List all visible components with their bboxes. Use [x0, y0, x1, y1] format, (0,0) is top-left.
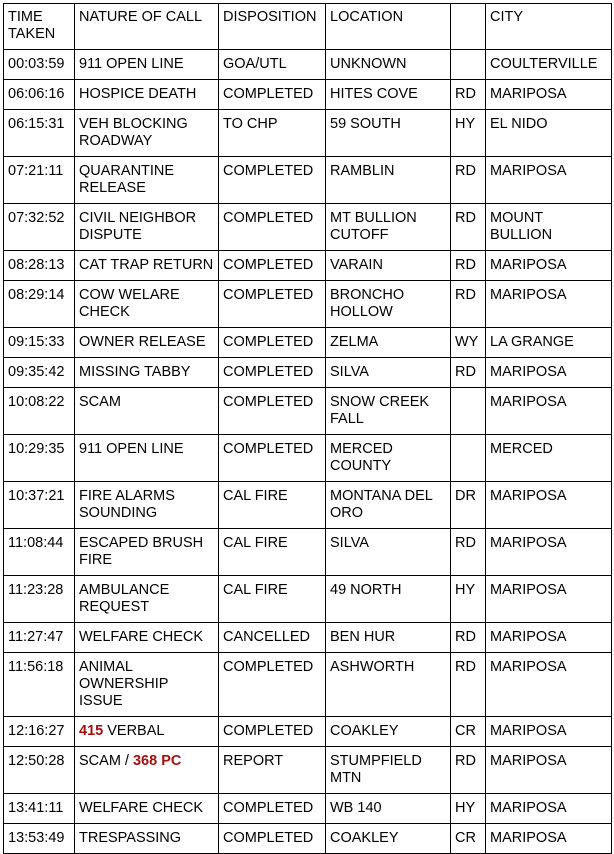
cell-time: 12:50:28	[4, 747, 75, 794]
cell-suffix: RD	[451, 281, 486, 328]
cell-disposition: COMPLETED	[219, 794, 326, 824]
header-row	[4, 4, 612, 50]
header-city: CITY	[486, 4, 612, 50]
cell-nature	[75, 110, 219, 157]
nature-text: ANIMAL OWNERSHIP ISSUE	[79, 659, 169, 709]
nature-text: MISSING TABBY	[79, 364, 191, 380]
nature-text: AMBULANCE REQUEST	[79, 582, 170, 615]
table-row	[4, 576, 612, 623]
cell-city: MARIPOSA	[486, 281, 612, 328]
nature-text: TRESPASSING	[79, 830, 182, 846]
cell-city: MARIPOSA	[486, 653, 612, 717]
cell-time: 13:41:11	[4, 794, 75, 824]
cell-disposition: CANCELLED	[219, 623, 326, 653]
nature-text: WELFARE CHECK	[79, 629, 204, 645]
nature-text: VEH BLOCKING ROADWAY	[79, 116, 188, 149]
cell-location: BEN HUR	[326, 623, 451, 653]
cell-nature	[75, 435, 219, 482]
header-time: TIME TAKEN	[4, 4, 75, 50]
nature-text: SCAM /	[79, 753, 133, 769]
cell-time: 11:08:44	[4, 529, 75, 576]
cell-time: 10:37:21	[4, 482, 75, 529]
call-log-body	[4, 50, 612, 854]
cell-nature	[75, 388, 219, 435]
nature-text: COW WELARE CHECK	[79, 287, 180, 320]
cell-location: BRONCHO HOLLOW	[326, 281, 451, 328]
nature-text: HOSPICE DEATH	[79, 86, 197, 102]
cell-nature	[75, 281, 219, 328]
table-row	[4, 482, 612, 529]
table-row	[4, 529, 612, 576]
table-row	[4, 110, 612, 157]
table-row	[4, 328, 612, 358]
cell-location: SILVA	[326, 358, 451, 388]
table-row	[4, 794, 612, 824]
cell-city: LA GRANGE	[486, 328, 612, 358]
cell-suffix: RD	[451, 157, 486, 204]
cell-time: 06:06:16	[4, 80, 75, 110]
cell-disposition: COMPLETED	[219, 653, 326, 717]
cell-location: ZELMA	[326, 328, 451, 358]
table-row	[4, 435, 612, 482]
cell-nature	[75, 204, 219, 251]
cell-city: MARIPOSA	[486, 80, 612, 110]
cell-location: MERCED COUNTY	[326, 435, 451, 482]
cell-nature	[75, 482, 219, 529]
cell-suffix	[451, 50, 486, 80]
cell-suffix: CR	[451, 824, 486, 854]
cell-city: MARIPOSA	[486, 358, 612, 388]
cell-city: MARIPOSA	[486, 717, 612, 747]
cell-location: MT BULLION CUTOFF	[326, 204, 451, 251]
cell-city: MARIPOSA	[486, 388, 612, 435]
cell-suffix: DR	[451, 482, 486, 529]
cell-city: EL NIDO	[486, 110, 612, 157]
cell-time: 08:28:13	[4, 251, 75, 281]
nature-text: FIRE ALARMS SOUNDING	[79, 488, 175, 521]
cell-city: MARIPOSA	[486, 251, 612, 281]
cell-city: COULTERVILLE	[486, 50, 612, 80]
penal-code: 368 PC	[132, 753, 182, 769]
nature-text: CIVIL NEIGHBOR DISPUTE	[79, 210, 197, 243]
cell-suffix: RD	[451, 653, 486, 717]
cell-suffix: RD	[451, 204, 486, 251]
cell-suffix: WY	[451, 328, 486, 358]
cell-suffix: RD	[451, 747, 486, 794]
cell-disposition: GOA/UTL	[219, 50, 326, 80]
table-row	[4, 747, 612, 794]
nature-text: WELFARE CHECK	[79, 800, 204, 816]
cell-suffix: RD	[451, 251, 486, 281]
cell-nature	[75, 80, 219, 110]
cell-city: MARIPOSA	[486, 576, 612, 623]
cell-disposition: COMPLETED	[219, 435, 326, 482]
table-row	[4, 824, 612, 854]
cell-nature	[75, 824, 219, 854]
nature-text: QUARANTINE RELEASE	[79, 163, 175, 196]
cell-disposition: COMPLETED	[219, 80, 326, 110]
cell-disposition: COMPLETED	[219, 281, 326, 328]
cell-suffix: HY	[451, 576, 486, 623]
cell-time: 10:29:35	[4, 435, 75, 482]
cell-city: MERCED	[486, 435, 612, 482]
cell-time: 07:32:52	[4, 204, 75, 251]
cell-suffix: RD	[451, 80, 486, 110]
header-disposition: DISPOSITION	[219, 4, 326, 50]
cell-nature	[75, 623, 219, 653]
cell-city: MARIPOSA	[486, 747, 612, 794]
cell-nature	[75, 794, 219, 824]
cell-time: 09:35:42	[4, 358, 75, 388]
cell-time: 13:53:49	[4, 824, 75, 854]
cell-time: 07:21:11	[4, 157, 75, 204]
table-row	[4, 204, 612, 251]
cell-location: COAKLEY	[326, 717, 451, 747]
header-nature: NATURE OF CALL	[75, 4, 219, 50]
cell-location: 59 SOUTH	[326, 110, 451, 157]
cell-suffix	[451, 435, 486, 482]
table-row	[4, 358, 612, 388]
cell-nature	[75, 747, 219, 794]
table-row	[4, 50, 612, 80]
penal-code: 415	[79, 723, 104, 739]
cell-nature	[75, 653, 219, 717]
cell-disposition: COMPLETED	[219, 824, 326, 854]
nature-text: 911 OPEN LINE	[79, 56, 184, 72]
cell-city: MARIPOSA	[486, 623, 612, 653]
cell-location: SNOW CREEK FALL	[326, 388, 451, 435]
cell-location: COAKLEY	[326, 824, 451, 854]
cell-city: MARIPOSA	[486, 482, 612, 529]
header-location: LOCATION	[326, 4, 451, 50]
table-row	[4, 251, 612, 281]
cell-disposition: CAL FIRE	[219, 529, 326, 576]
cell-location: HITES COVE	[326, 80, 451, 110]
cell-disposition: COMPLETED	[219, 328, 326, 358]
cell-time: 10:08:22	[4, 388, 75, 435]
nature-text: ESCAPED BRUSH FIRE	[79, 535, 204, 568]
cell-location: MONTANA DEL ORO	[326, 482, 451, 529]
cell-city: MARIPOSA	[486, 529, 612, 576]
cell-city: MARIPOSA	[486, 824, 612, 854]
cell-city: MARIPOSA	[486, 157, 612, 204]
cell-suffix: RD	[451, 358, 486, 388]
cell-nature	[75, 576, 219, 623]
cell-location: SILVA	[326, 529, 451, 576]
nature-text: 911 OPEN LINE	[79, 441, 184, 457]
nature-text: SCAM	[79, 394, 121, 410]
table-row	[4, 157, 612, 204]
table-row	[4, 653, 612, 717]
cell-city: MOUNT BULLION	[486, 204, 612, 251]
cell-nature	[75, 529, 219, 576]
cell-time: 00:03:59	[4, 50, 75, 80]
cell-disposition: CAL FIRE	[219, 482, 326, 529]
cell-nature	[75, 717, 219, 747]
nature-text: CAT TRAP RETURN	[79, 257, 214, 273]
cell-suffix: RD	[451, 623, 486, 653]
table-row	[4, 281, 612, 328]
cell-disposition: COMPLETED	[219, 358, 326, 388]
cell-time: 11:27:47	[4, 623, 75, 653]
cell-disposition: COMPLETED	[219, 157, 326, 204]
nature-text: VERBAL	[107, 723, 165, 739]
table-row	[4, 80, 612, 110]
cell-disposition: COMPLETED	[219, 388, 326, 435]
cell-time: 11:23:28	[4, 576, 75, 623]
cell-time: 09:15:33	[4, 328, 75, 358]
cell-nature	[75, 157, 219, 204]
cell-suffix: HY	[451, 794, 486, 824]
table-row	[4, 388, 612, 435]
cell-disposition: COMPLETED	[219, 204, 326, 251]
nature-text: OWNER RELEASE	[79, 334, 206, 350]
cell-nature	[75, 358, 219, 388]
cell-suffix	[451, 388, 486, 435]
cell-time: 06:15:31	[4, 110, 75, 157]
cell-location: STUMPFIELD MTN	[326, 747, 451, 794]
cell-nature	[75, 251, 219, 281]
cell-nature	[75, 328, 219, 358]
call-log-table	[3, 3, 612, 854]
cell-time: 12:16:27	[4, 717, 75, 747]
cell-disposition: COMPLETED	[219, 717, 326, 747]
cell-location: UNKNOWN	[326, 50, 451, 80]
cell-location: WB 140	[326, 794, 451, 824]
cell-nature	[75, 50, 219, 80]
cell-location: RAMBLIN	[326, 157, 451, 204]
cell-time: 11:56:18	[4, 653, 75, 717]
cell-disposition: COMPLETED	[219, 251, 326, 281]
cell-disposition: CAL FIRE	[219, 576, 326, 623]
cell-location: ASHWORTH	[326, 653, 451, 717]
cell-disposition: REPORT	[219, 747, 326, 794]
cell-suffix: RD	[451, 529, 486, 576]
cell-disposition: TO CHP	[219, 110, 326, 157]
cell-location: 49 NORTH	[326, 576, 451, 623]
cell-time: 08:29:14	[4, 281, 75, 328]
cell-city: MARIPOSA	[486, 794, 612, 824]
table-row	[4, 717, 612, 747]
cell-suffix: CR	[451, 717, 486, 747]
cell-location: VARAIN	[326, 251, 451, 281]
header-suffix	[451, 4, 486, 50]
table-row	[4, 623, 612, 653]
cell-suffix: HY	[451, 110, 486, 157]
